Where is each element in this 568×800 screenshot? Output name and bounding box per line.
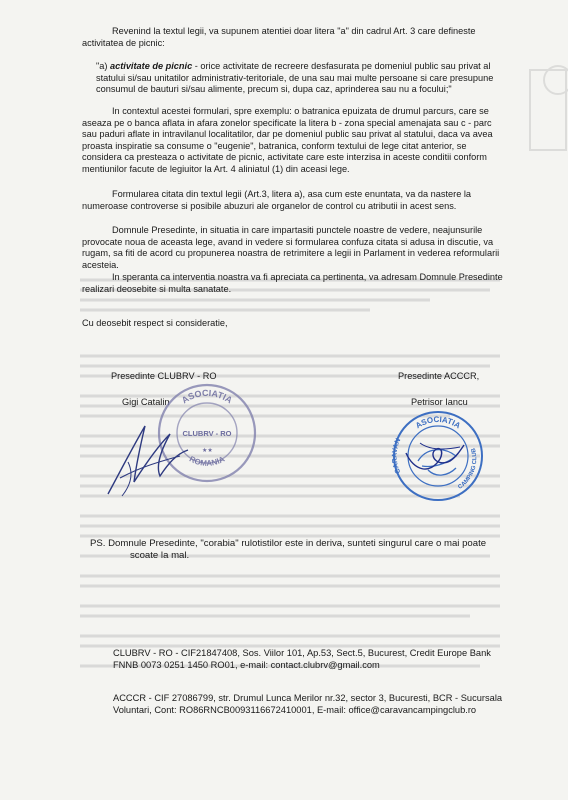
stamp-left-bottom-text: ROMANIA <box>187 454 227 468</box>
stamp-right-right-text: CAMPING CLUB <box>457 447 479 491</box>
paragraph-intro: Revenind la textul legii, va supunem atentiei doar litera "a" din cadrul Art. 3 care defineste activitatea de picnic: <box>82 26 476 48</box>
postscript <box>90 538 530 562</box>
footer-clubrv-line1: CLUBRV - RO - CIF21847408, Sos. Viilor 101, Ap.53, Sect.5, Bucurest, Credit Europe Bank <box>113 648 491 658</box>
signature-left-title: Presedinte CLUBRV - RO <box>111 371 217 381</box>
left-signature-scribble <box>100 412 195 502</box>
stamp-left-center-text: CLUBRV - RO <box>182 429 232 438</box>
signature-right-name: Petrisor Iancu <box>411 397 468 407</box>
quote-rest: - orice activitate de recreere desfasurata pe domeniul public sau privat al statului si/sau unitatilor administrativ-teritoriale, de una sau mai multe persoane si care presupune consumul de bauturi si/sau alimente, precum si, dupa caz, aprinderea sau nu a focului;" <box>96 61 494 95</box>
signature-right-title: Presedinte ACCCR, <box>398 371 480 381</box>
quote-prefix: "a) <box>96 61 110 71</box>
postscript-line1: PS. Domnule Presedinte, "corabia" rulotistilor este in deriva, sunteti singurul care o mai poate <box>90 538 487 549</box>
quoted-law-text <box>96 61 506 96</box>
footer-clubrv-line2: FNNB 0073 0251 1450 RO01, e-mail: contact.clubrv@gmail.com <box>113 660 380 671</box>
signature-left-name: Gigi Catalin <box>122 397 170 407</box>
footer-clubrv <box>113 647 553 672</box>
stamp-left-top-text: ASOCIATIA <box>179 387 235 406</box>
paragraph-wishes: In speranta ca interventia noastra va fi apreciata ca pertinenta, va adresam Domnule Presedinte realizari deosebite si multa sanatate. <box>82 272 503 294</box>
postscript-line2: scoate la mal. <box>130 550 190 561</box>
paragraph-example: In contextul acestei formulari, spre exemplu: o batranica epuizata de drumul parcurs, care se aseaza pe o banca aflata in afara zonelor specificate la litera b - zona special amenajata sau c - parc sau paduri aflate in intravilanul localitatilor, dar pe domeniul public sau privat al statului, daca va avea proasta inspiratie sa consume o "eugenie", batranica, conform textului de lege citat anterior, se considera ca presteaza o activitate de picnic, activitate care este interzisa in aceste conditii conform mentiunilor facute de legiuitor la Art. 4 aliniatul (1) din aceasi lege. <box>82 106 493 174</box>
footer-acccr-line1: ACCCR - CIF 27086799, str. Drumul Lunca Merilor nr.32, sector 3, Bucuresti, BCR - Sucursala <box>113 693 503 703</box>
stamp-right-top-text: ASOCIATIA <box>413 414 463 431</box>
paragraph-request: Domnule Presedinte, in situatia in care impartasiti punctele noastre de vedere, neajunsurile provocate noua de aceasta lege, avand in vedere si formularea confuza citata si adusa in discutie, va rugam, sa fiti de acord cu propunerea noastra de retrimitere a legii in Parlament in vederea reformularii acesteia. <box>82 225 500 270</box>
footer-acccr <box>113 692 553 717</box>
right-signature-scribble <box>400 423 470 483</box>
quote-term: activitate de picnic <box>109 61 193 71</box>
paragraph-controversy: Formularea citata din textul legii (Art.3, litera a), asa cum este enuntata, va da nastere la numeroase controverse si posibile abuzuri ale organelor de control cu atributii in acest sens. <box>82 189 472 211</box>
stamp-right-left-text: CARAVAN <box>391 437 403 475</box>
bleed-through-stamp <box>528 55 568 165</box>
closing-line: Cu deosebit respect si consideratie, <box>82 318 228 328</box>
stamp-left-stars: ★★ <box>202 448 213 454</box>
footer-acccr-line2: Voluntari, Cont: RO86RNCB0093116672410001, E-mail: office@caravancampingclub.ro <box>113 705 477 716</box>
